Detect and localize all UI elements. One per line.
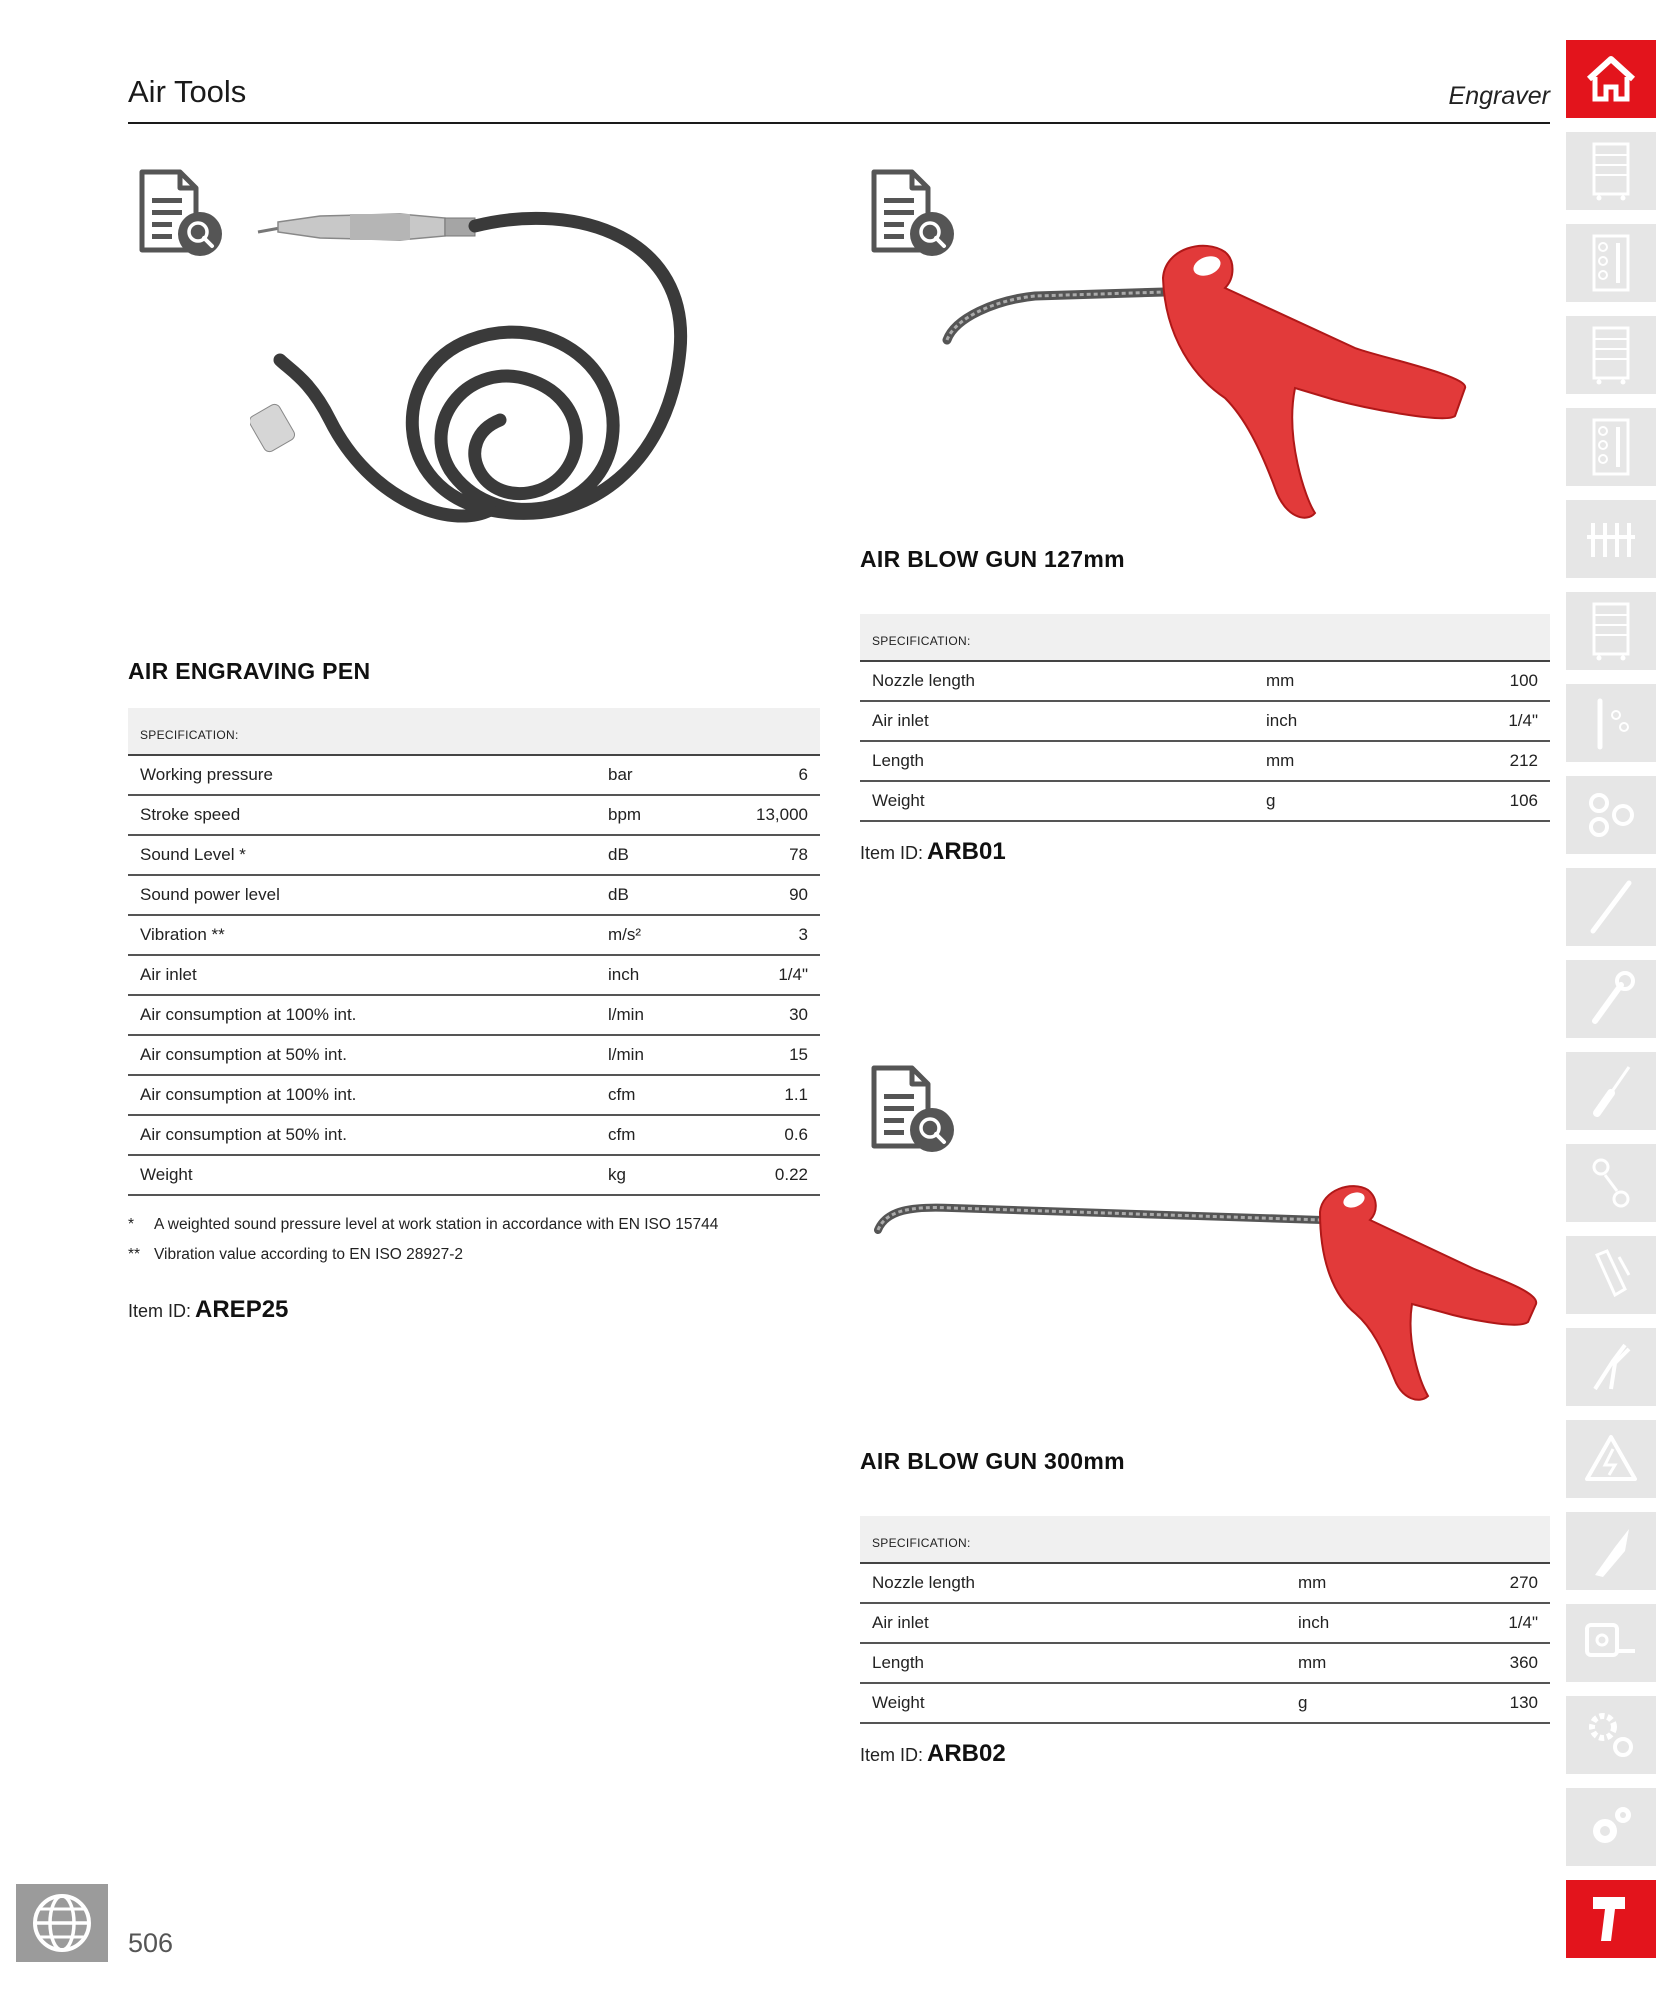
spec-table-blow-gun-300 [860,1516,1550,1724]
item-id-blow-gun-300: Item ID: ARB02 [860,1740,1006,1767]
sidebar-tab-tool-trays[interactable] [1566,224,1656,302]
multi-tool-icon [1585,1245,1637,1305]
table-row: Sound power level dB 90 [128,875,820,915]
bits-icon [1585,1153,1637,1213]
table-row: Air inlet inch 1/4" [128,955,820,995]
sidebar-tab-tool-trays-2[interactable] [1566,408,1656,486]
section-name: Engraver [1448,82,1550,110]
spec-header: SPECIFICATION: [128,708,820,755]
sidebar-tab-measuring[interactable] [1566,1604,1656,1682]
table-row: Stroke speed bpm 13,000 [128,795,820,835]
spec-header: SPECIFICATION: [860,1516,1550,1563]
torque-wrench-icon [1585,877,1637,937]
pliers-icon [1585,1337,1637,1397]
wrench-set-icon [1586,693,1636,753]
page-number: 506 [128,1928,174,1958]
tool-tray-icon [1591,417,1631,477]
footnote-vibration: ** Vibration value according to EN ISO 28927-2 [128,1246,464,1263]
insulated-tools-icon [1583,1433,1639,1485]
spec-header: SPECIFICATION: [860,614,1550,661]
sidebar-tab-tool-cabinets-2[interactable] [1566,316,1656,394]
sidebar-tab-sockets[interactable] [1566,776,1656,854]
gears-icon [1583,1707,1639,1763]
table-row: Length mm 360 [860,1643,1550,1683]
sidebar-tab-automotive[interactable] [1566,1788,1656,1866]
sidebar-tab-tool-cabinets-3[interactable] [1566,592,1656,670]
table-row: Working pressure bar 6 [128,755,820,795]
product-name-engraving-pen: AIR ENGRAVING PEN [128,658,371,684]
sidebar-tab-home[interactable] [1566,40,1656,118]
sidebar-tab-tool-cabinets[interactable] [1566,132,1656,210]
sidebar-tab-spanners[interactable] [1566,960,1656,1038]
sidebar-tab-gears[interactable] [1566,1696,1656,1774]
spec-table-engraving-pen [128,708,820,1196]
table-row: Vibration ** m/s² 3 [128,915,820,955]
sidebar-tab-knives[interactable] [1566,1512,1656,1590]
sidebar-tab-tool-sets[interactable] [1566,500,1656,578]
globe-icon [30,1891,94,1955]
tool-cabinet-icon [1591,325,1631,385]
table-row: Nozzle length mm 100 [860,661,1550,701]
product-name-blow-gun-300: AIR BLOW GUN 300mm [860,1448,1125,1474]
table-row: Weight g 106 [860,781,1550,821]
item-id-engraving-pen: Item ID: AREP25 [128,1296,289,1323]
sidebar-tab-screwdrivers[interactable] [1566,1052,1656,1130]
item-id-blow-gun-127: Item ID: ARB01 [860,838,1006,865]
tool-tray-icon [1591,233,1631,293]
sidebar-tab-torque-wrenches[interactable] [1566,868,1656,946]
spanner-icon [1585,969,1637,1029]
engraving-pen-image [250,200,710,620]
knife-icon [1585,1521,1637,1581]
table-row: Air inlet inch 1/4" [860,1603,1550,1643]
sidebar-tab-air-tools[interactable] [1566,1880,1656,1958]
table-row: Air consumption at 50% int. cfm 0.6 [128,1115,820,1155]
page-title: Air Tools [128,74,247,109]
footnote-sound: * A weighted sound pressure level at work station in accordance with EN ISO 15744 [128,1216,719,1233]
measuring-tape-icon [1583,1621,1639,1665]
table-row: Air consumption at 50% int. l/min 15 [128,1035,820,1075]
product-name-blow-gun-127: AIR BLOW GUN 127mm [860,546,1125,572]
sidebar-tab-bits[interactable] [1566,1144,1656,1222]
blow-gun-300-image [872,1182,1542,1412]
tool-cabinet-icon [1591,601,1631,661]
table-row: Length mm 212 [860,741,1550,781]
sidebar-tab-multi-tools[interactable] [1566,1236,1656,1314]
tool-set-icon [1585,517,1637,561]
table-row: Nozzle length mm 270 [860,1563,1550,1603]
sidebar-tab-pliers[interactable] [1566,1328,1656,1406]
air-tool-icon [1585,1889,1637,1949]
datasheet-icon[interactable] [136,168,224,258]
datasheet-icon[interactable] [868,1064,956,1154]
table-row: Sound Level * dB 78 [128,835,820,875]
table-row: Air consumption at 100% int. cfm 1.1 [128,1075,820,1115]
screwdriver-icon [1585,1061,1637,1121]
table-row: Air consumption at 100% int. l/min 30 [128,995,820,1035]
table-row: Weight kg 0.22 [128,1155,820,1195]
home-icon [1585,55,1637,103]
sockets-icon [1585,789,1637,841]
sidebar-tab-wrench-sets[interactable] [1566,684,1656,762]
globe-button[interactable] [16,1884,108,1962]
blow-gun-127-image [935,238,1475,538]
table-row: Weight g 130 [860,1683,1550,1723]
tool-cabinet-icon [1591,141,1631,201]
sidebar-tab-insulated-tools[interactable] [1566,1420,1656,1498]
spec-table-blow-gun-127 [860,614,1550,822]
header-divider [128,122,1550,124]
automotive-gears-icon [1583,1799,1639,1855]
table-row: Air inlet inch 1/4" [860,701,1550,741]
